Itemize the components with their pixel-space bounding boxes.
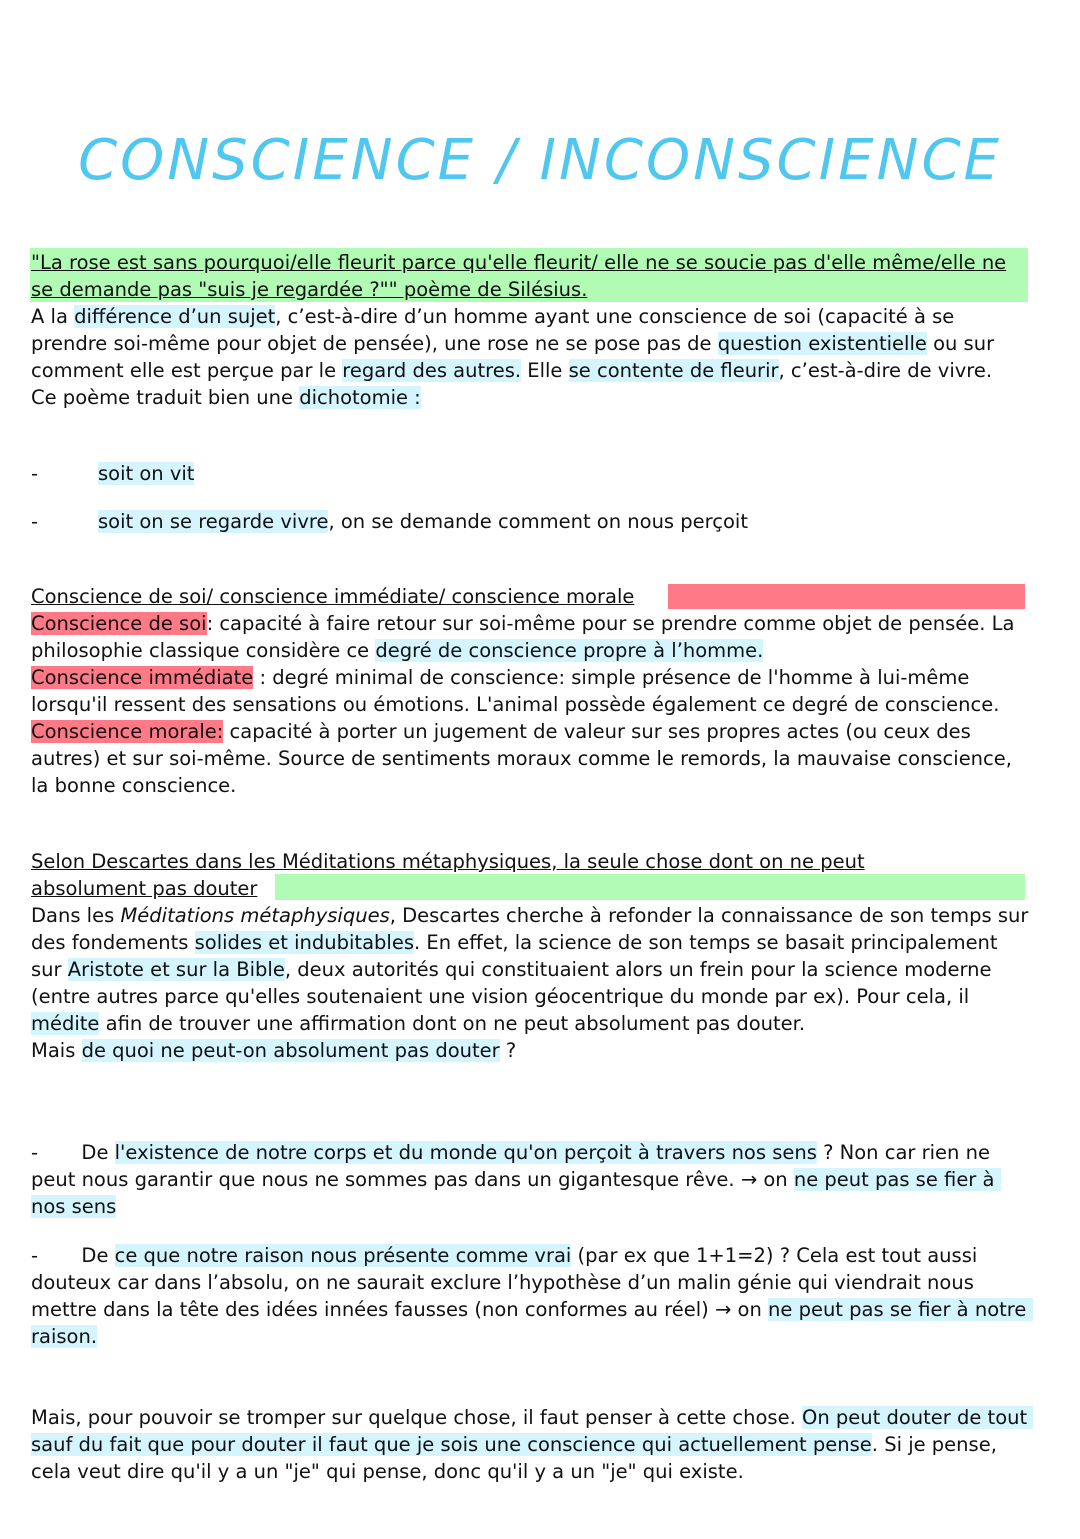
dichotomy-line bbox=[31, 384, 1031, 411]
highlight-text: Aristote et sur la Bible bbox=[67, 958, 285, 981]
paragraph bbox=[31, 1037, 1031, 1064]
text-run: , deux autorités qui constituaient alors un frein pour la science moderne (entre autres parce qu'elles soutenaient une vision géocentrique du monde par ex). Pour cela, il bbox=[31, 958, 992, 1008]
bullet-item bbox=[98, 508, 748, 535]
highlight-text: degré de conscience propre à l’homme. bbox=[375, 639, 764, 662]
highlight-text: soit on se regarde vivre bbox=[98, 510, 329, 533]
highlight-text: ce que notre raison nous présente comme vrai bbox=[114, 1244, 572, 1267]
definition-conscience-morale bbox=[31, 718, 1031, 799]
text-run: , c’est-à-dire de vivre. bbox=[778, 359, 993, 382]
highlight-text: de quoi ne peut-on absolument pas douter bbox=[81, 1039, 500, 1062]
highlight-text: médite bbox=[31, 1012, 100, 1035]
text-run: : capacité à faire retour sur soi-même pour se prendre comme objet de pensée. La philosophie classique considère ce bbox=[31, 612, 1015, 662]
term-label: Conscience de soi bbox=[31, 612, 207, 635]
heading-text: Selon Descartes dans les Méditations métaphysiques, la seule chose dont on ne peut absolument pas douter bbox=[31, 850, 865, 900]
text-run: (par ex que 1+1=2) ? Cela est tout aussi douteux car dans l’absolu, on ne saurait exclure l’hypothèse d’un malin génie qui viendrait nous mettre dans la tête des idées innées fausses (non conformes au réel) → on bbox=[31, 1244, 984, 1321]
highlight-text: regard des autres. bbox=[342, 359, 522, 382]
bullet-item bbox=[98, 460, 194, 487]
doubt-item bbox=[31, 1188, 1034, 1539]
quote-block bbox=[31, 249, 1021, 303]
italic-title: Méditations métaphysiques bbox=[120, 904, 390, 927]
paragraph bbox=[31, 902, 1031, 1037]
text-run: . En effet, la science de son temps se basait principalement sur bbox=[31, 931, 998, 981]
heading-text: Conscience de soi/ conscience immédiate/ conscience morale bbox=[31, 585, 635, 608]
text-run: , Descartes cherche à refonder la connaissance de son temps sur des fondements bbox=[31, 904, 1029, 954]
highlight-text: dichotomie : bbox=[299, 386, 421, 409]
highlight-text: soit on vit bbox=[98, 462, 195, 485]
highlight-text: solides et indubitables bbox=[194, 931, 414, 954]
quote-text: "La rose est sans pourquoi/elle fleurit parce qu'elle fleurit/ elle ne se soucie pas d'elle même/elle ne se demande pas "suis je regardée ?"" poème de Silésius. bbox=[31, 251, 1007, 301]
highlight-text: l'existence de notre corps et du monde qu'on perçoit à travers nos sens bbox=[114, 1141, 817, 1164]
intro-paragraph bbox=[31, 303, 1031, 411]
definitions bbox=[31, 610, 1031, 799]
text-run: Mais bbox=[31, 1039, 82, 1062]
highlight-text: se contente de fleurir bbox=[568, 359, 779, 382]
highlight-text: ne peut pas se fier à nos sens bbox=[31, 1168, 1001, 1218]
highlight-text: question existentielle bbox=[717, 332, 927, 355]
rose-paragraph bbox=[31, 303, 1031, 384]
conclusion-paragraph bbox=[31, 1404, 1034, 1485]
text-run: , on se demande comment on nous perçoit bbox=[328, 510, 748, 533]
page-title: CONSCIENCE / INCONSCIENCE bbox=[78, 128, 1002, 193]
definition-conscience-de-soi bbox=[31, 610, 1031, 664]
text-run: Dans les bbox=[31, 904, 121, 927]
text-run: ? Non car rien ne peut nous garantir que nous ne sommes pas dans un gigantesque rêve. → on bbox=[31, 1141, 997, 1191]
text-run: capacité à porter un jugement de valeur sur ses propres actes (ou ceux des autres) et sur soi-même. Source de sentiments moraux comme le remords, la mauvaise conscience, la bonne conscience. bbox=[31, 720, 1012, 797]
text-run: : degré minimal de conscience: simple présence de l'homme à lui-même lorsqu'il ressent des sensations ou émotions. L'animal possède également ce degré de conscience. bbox=[31, 666, 1000, 716]
text-run: ou sur comment elle est perçue par le bbox=[31, 332, 995, 382]
text-run: Mais, pour pouvoir se tromper sur quelque chose, il faut penser à cette chose. bbox=[31, 1406, 802, 1429]
text-run: - De bbox=[31, 1244, 115, 1267]
text-run: Ce poème traduit bien une bbox=[31, 386, 300, 409]
paragraph bbox=[31, 1242, 1031, 1350]
bullet-dash: - bbox=[31, 462, 39, 485]
highlight-text: différence d’un sujet bbox=[74, 305, 276, 328]
bullet-dash: - bbox=[31, 510, 39, 533]
section-heading bbox=[31, 583, 1031, 610]
highlight-text: ne peut pas se fier à notre raison. bbox=[31, 1298, 1033, 1348]
term-label: Conscience immédiate bbox=[31, 666, 254, 689]
section-heading bbox=[31, 848, 931, 902]
text-run: . Si je pense, cela veut dire qu'il y a un "je" qui pense, donc qu'il y a un "je" qui existe. bbox=[31, 1433, 1004, 1483]
highlight-text: On peut douter de tout sauf du fait que pour douter il faut que je sois une conscience qui actuellement pense bbox=[31, 1406, 1034, 1456]
text-run: - De bbox=[31, 1141, 115, 1164]
text-run: ? bbox=[499, 1039, 517, 1062]
text-run: , c’est-à-dire d’un homme ayant une conscience de soi (capacité à se prendre soi-même pour objet de pensée), une rose ne se pose pas de bbox=[31, 305, 955, 355]
text-run: afin de trouver une affirmation dont on ne peut absolument pas douter. bbox=[99, 1012, 806, 1035]
term-label: Conscience morale: bbox=[31, 720, 224, 743]
descartes-paragraph bbox=[31, 902, 1031, 1064]
text-run: A la bbox=[31, 305, 75, 328]
definition-conscience-immediate bbox=[31, 664, 1031, 718]
text-run: Elle bbox=[521, 359, 569, 382]
